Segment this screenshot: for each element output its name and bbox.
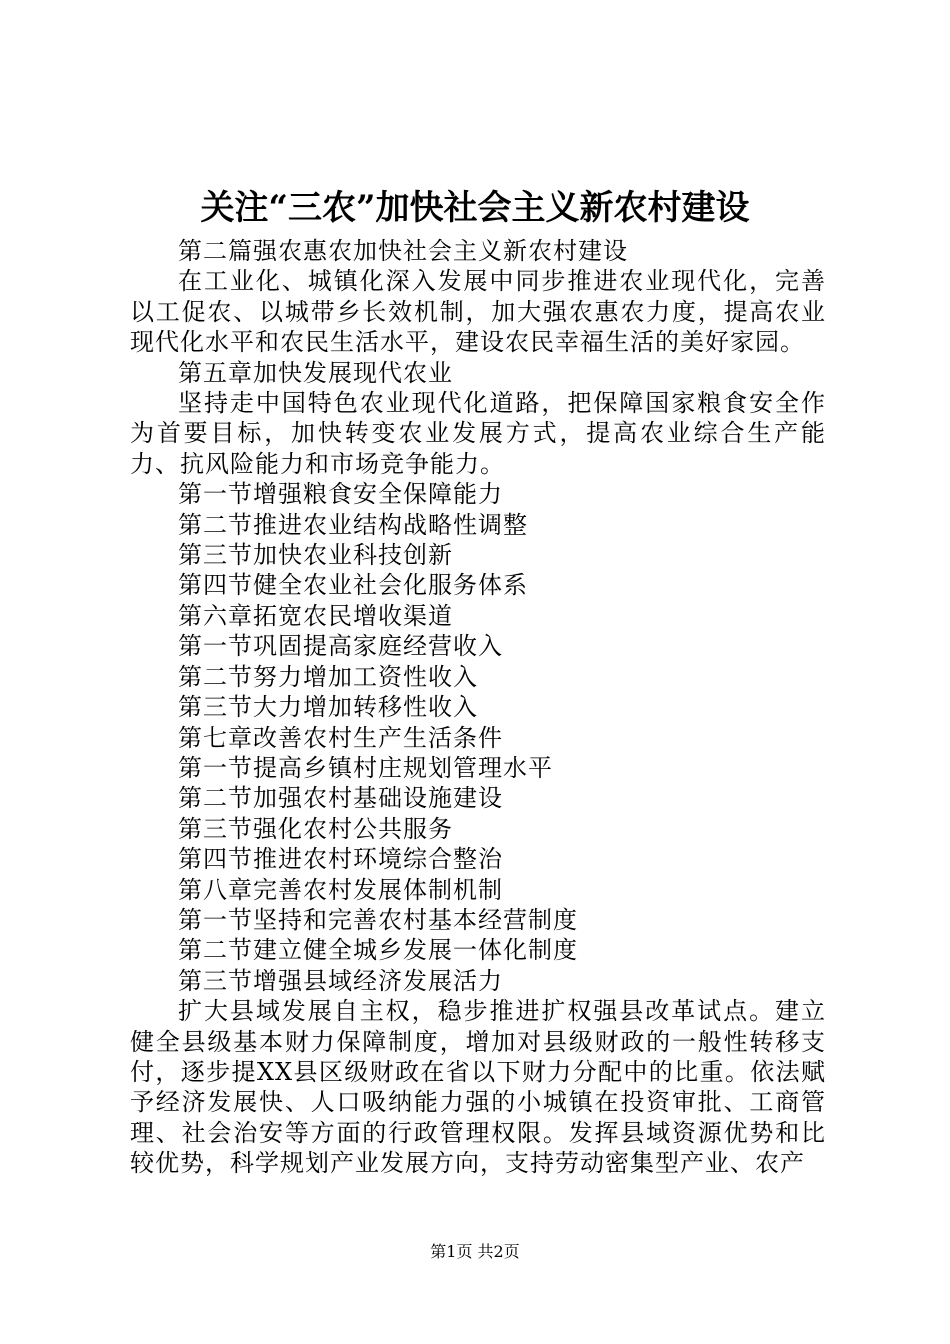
document-title: 关注“三农”加快社会主义新农村建设 (200, 188, 750, 228)
chapter-heading: 第八章完善农村发展体制机制 (178, 875, 503, 904)
paragraph: 在工业化、城镇化深入发展中同步推进农业现代化，完善以工促农、以城带乡长效机制，加大强农惠农力度，提高农业现代化水平和农民生活水平，建设农民幸福生活的美好家园。 (130, 267, 826, 357)
section-heading: 第三节大力增加转移性收入 (178, 693, 478, 722)
section-heading: 第三节加快农业科技创新 (178, 541, 453, 570)
page-footer: 第1页 共2页 (430, 1242, 520, 1261)
section-heading: 第一节坚持和完善农村基本经营制度 (178, 905, 578, 934)
section-heading: 第二节推进农业结构战略性调整 (178, 510, 528, 539)
chapter-heading: 第五章加快发展现代农业 (178, 358, 453, 387)
paragraph: 扩大县域发展自主权，稳步推进扩权强县改革试点。建立健全县级基本财力保障制度，增加对县级财政的一般性转移支付，逐步提XX县区级财政在省以下财力分配中的比重。依法赋予经济发展快、人口吸纳能力强的小城镇在投资审批、工商管理、社会治安等方面的行政管理权限。发挥县域资源优势和比较优势，科学规划产业发展方向，支持劳动密集型产业、农产 (130, 997, 826, 1178)
chapter-heading: 第六章拓宽农民增收渠道 (178, 601, 453, 630)
paragraph: 坚持走中国特色农业现代化道路，把保障国家粮食安全作为首要目标，加快转变农业发展方式，提高农业综合生产能力、抗风险能力和市场竞争能力。 (130, 389, 826, 478)
section-heading: 第一节增强粮食安全保障能力 (178, 480, 503, 509)
section-heading: 第二节加强农村基础设施建设 (178, 784, 503, 813)
document-body (130, 236, 826, 1179)
section-heading: 第三节增强县域经济发展活力 (178, 966, 503, 995)
section-heading: 第一节提高乡镇村庄规划管理水平 (178, 753, 553, 782)
section-heading: 第三节强化农村公共服务 (178, 814, 453, 843)
section-heading: 第二节建立健全城乡发展一体化制度 (178, 936, 578, 965)
section-heading: 第一节巩固提高家庭经营收入 (178, 632, 503, 661)
chapter-heading: 第七章改善农村生产生活条件 (178, 723, 503, 752)
paragraph: 第二篇强农惠农加快社会主义新农村建设 (178, 237, 628, 265)
section-heading: 第四节健全农业社会化服务体系 (178, 571, 528, 600)
section-heading: 第四节推进农村环境综合整治 (178, 845, 503, 874)
section-heading: 第二节努力增加工资性收入 (178, 662, 478, 691)
